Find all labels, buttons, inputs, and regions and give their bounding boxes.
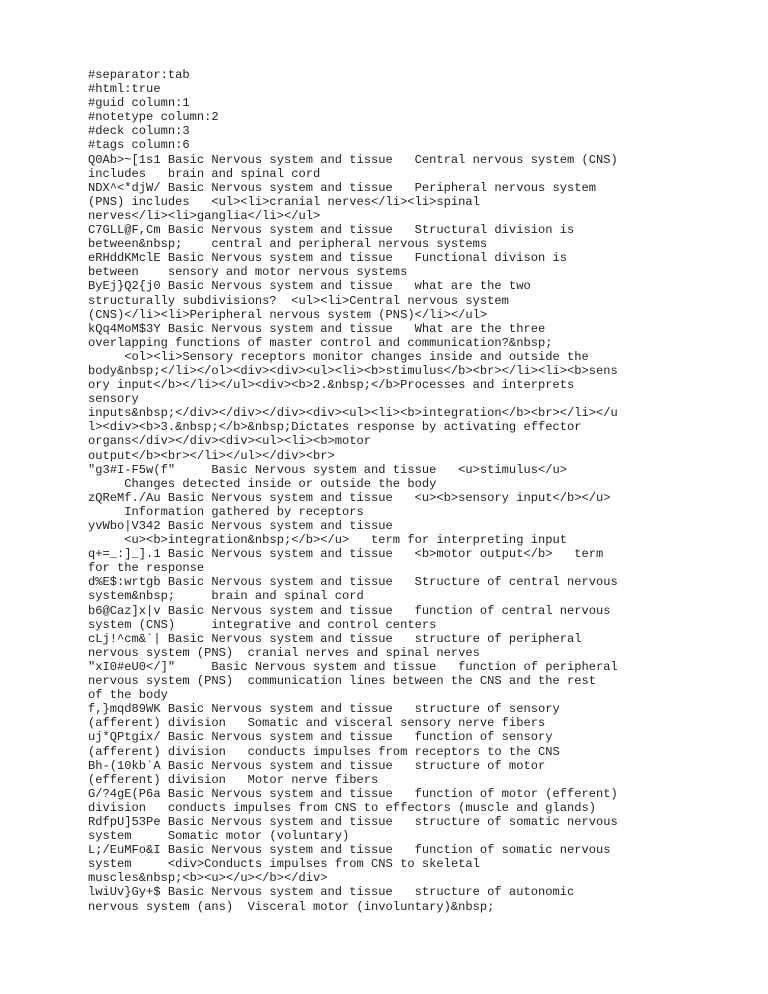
document-text: [88, 68, 688, 914]
text-line: eRHddKMclE Basic Nervous system and tissue Functional divison is: [88, 251, 567, 266]
text-line: nervous system (PNS) communication lines between the CNS and the rest: [88, 674, 597, 689]
text-line: inputs&nbsp;</div></div></div><div><ul><li><b>integration</b><br></li></u: [88, 406, 618, 421]
text-line: NDX^<*djW/ Basic Nervous system and tissue Peripheral nervous system: [88, 180, 597, 195]
text-line: "xI0#eU0</]" Basic Nervous system and tissue function of peripheral: [88, 659, 618, 674]
text-line: (afferent) division Somatic and visceral sensory nerve fibers: [88, 716, 546, 731]
text-line: body&nbsp;</li></ol><div><div><ul><li><b>stimulus</b><br></li><li><b>sens: [88, 363, 618, 378]
text-line: kQq4MoM$3Y Basic Nervous system and tissue What are the three: [88, 321, 546, 336]
text-line: system <div>Conducts impulses from CNS to skeletal: [88, 857, 480, 872]
text-line: between sensory and motor nervous systems: [88, 265, 408, 280]
text-line: nervous system (PNS) cranial nerves and spinal nerves: [88, 645, 480, 660]
text-line: for the response: [88, 561, 205, 576]
text-line: (efferent) division Motor nerve fibers: [88, 772, 379, 787]
text-line: system Somatic motor (voluntary): [88, 829, 350, 844]
text-line: output</b><br></li></ul></div><br>: [88, 448, 335, 463]
text-line: "g3#I-F5w(f" Basic Nervous system and tissue <u>stimulus</u>: [88, 462, 567, 477]
text-line: uj*QPtgix/ Basic Nervous system and tissue function of sensory: [88, 730, 553, 745]
text-line: between&nbsp; central and peripheral nervous systems: [88, 237, 488, 252]
text-line: #notetype column:2: [88, 110, 219, 125]
text-line: division conducts impulses from CNS to effectors (muscle and glands): [88, 800, 597, 815]
text-line: system&nbsp; brain and spinal cord: [88, 589, 364, 604]
text-line: zQReMf./Au Basic Nervous system and tissue <u><b>sensory input</b></u>: [88, 490, 611, 505]
text-line: nerves</li><li>ganglia</li></ul>: [88, 208, 321, 223]
text-line: muscles&nbsp;<b><u></u></b></div>: [88, 871, 328, 886]
text-line: sensory: [88, 392, 139, 407]
text-line: RdfpU]53Pe Basic Nervous system and tissue structure of somatic nervous: [88, 814, 618, 829]
text-line: (PNS) includes <ul><li>cranial nerves</li><li>spinal: [88, 194, 480, 209]
text-line: nervous system (ans) Visceral motor (involuntary)&nbsp;: [88, 899, 495, 914]
text-line: (afferent) division conducts impulses from receptors to the CNS: [88, 744, 560, 759]
text-line: #html:true: [88, 82, 161, 97]
text-line: Information gathered by receptors: [88, 504, 364, 519]
text-line: <ol><li>Sensory receptors monitor changes inside and outside the: [88, 349, 589, 364]
text-line: yvWbo|V342 Basic Nervous system and tissue: [88, 519, 393, 533]
text-line: ByEj}Q2{j0 Basic Nervous system and tissue what are the two: [88, 279, 531, 294]
text-line: L;/EuMFo&I Basic Nervous system and tissue function of somatic nervous: [88, 843, 611, 858]
text-line: #tags column:6: [88, 138, 190, 153]
text-line: <u><b>integration&nbsp;</b></u> term for interpreting input: [88, 533, 567, 548]
text-line: (CNS)</li><li>Peripheral nervous system (PNS)</li></ul>: [88, 307, 488, 322]
text-line: Changes detected inside or outside the body: [88, 476, 437, 491]
text-line: G/?4gE(P6a Basic Nervous system and tissue function of motor (efferent): [88, 786, 618, 801]
text-line: ory input</b></li></ul><div><b>2.&nbsp;</b>Processes and interprets: [88, 378, 575, 393]
text-line: l><div><b>3.&nbsp;</b>&nbsp;Dictates response by activating effector: [88, 420, 582, 435]
text-line: lwiUv}Gy+$ Basic Nervous system and tissue structure of autonomic: [88, 885, 575, 900]
text-line: q+=_:]_].1 Basic Nervous system and tissue <b>motor output</b> term: [88, 547, 604, 562]
text-line: Q0Ab>~[1s1 Basic Nervous system and tissue Central nervous system (CNS): [88, 152, 618, 167]
text-line: #deck column:3: [88, 124, 190, 139]
text-line: organs</div></div><div><ul><li><b>motor: [88, 434, 372, 449]
text-line: cLj!^cm&`| Basic Nervous system and tissue structure of peripheral: [88, 631, 582, 646]
text-line: overlapping functions of master control and communication?&nbsp;: [88, 335, 553, 350]
text-line: includes brain and spinal cord: [88, 166, 321, 181]
text-line: b6@Caz]x|v Basic Nervous system and tissue function of central nervous: [88, 603, 611, 618]
text-line: #guid column:1: [88, 96, 190, 111]
text-line: d%E$:wrtgb Basic Nervous system and tissue Structure of central nervous: [88, 575, 618, 590]
text-line: of the body: [88, 688, 168, 703]
text-line: C7GLL@F,Cm Basic Nervous system and tissue Structural division is: [88, 223, 575, 238]
text-line: Bh-(10kb`A Basic Nervous system and tissue structure of motor: [88, 758, 546, 773]
text-line: system (CNS) integrative and control centers: [88, 617, 437, 632]
text-line: #separator:tab: [88, 68, 190, 82]
text-line: f,}mqd89WK Basic Nervous system and tissue structure of sensory: [88, 702, 560, 717]
text-line: structurally subdivisions? <ul><li>Central nervous system: [88, 293, 509, 308]
